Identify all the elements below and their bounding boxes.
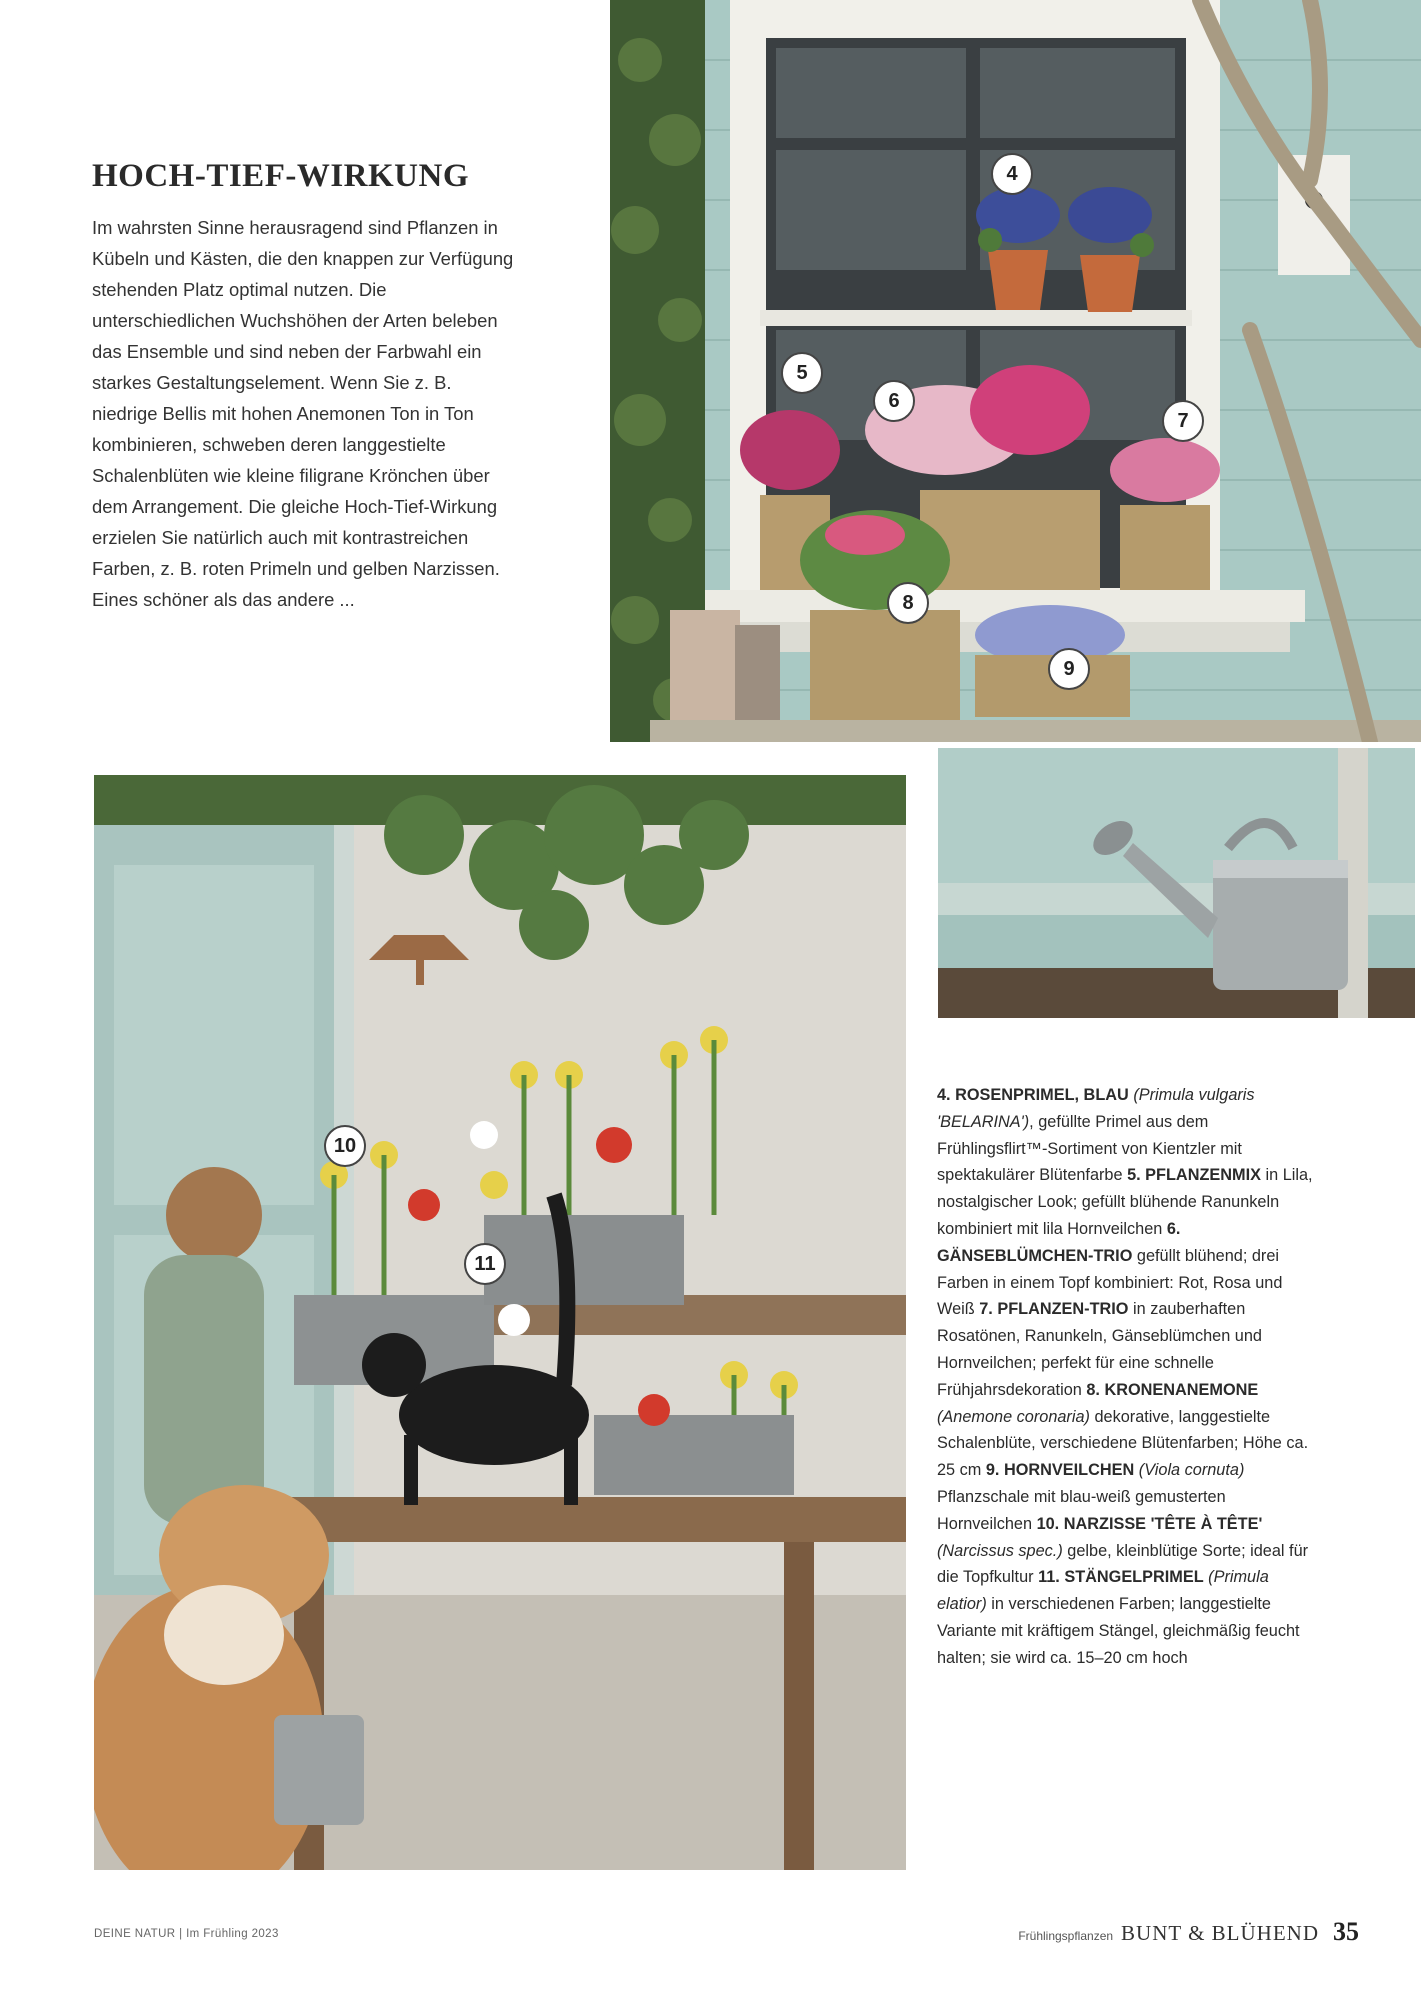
legend-5-title: 5. PFLANZENMIX (1127, 1166, 1261, 1185)
legend-9-latin: (Viola cornuta) (1138, 1461, 1245, 1480)
legend-4-text: , gefüllte Primel aus dem Frühlingsflirt™-Sortiment von Kientzler mit spektakulärer Blütenfarbe (937, 1112, 1242, 1185)
legend-10-latin: (Narcissus spec.) (937, 1541, 1063, 1560)
marker-6: 6 (873, 380, 915, 422)
legend-9-title: 9. HORNVEILCHEN (985, 1461, 1135, 1480)
footer-section (1018, 1917, 1359, 1947)
legend-6-text: gefüllt blühend; drei Farben in einem Topf kombiniert: Rot, Rosa und Weiß (937, 1246, 1283, 1319)
page-number: 35 (1333, 1917, 1359, 1946)
legend-7-text: in zauberhaften Rosatönen, Ranunkeln, Gänseblümchen und Hornveilchen; perfekt für eine schnelle Frühjahrsdekoration (937, 1300, 1262, 1399)
legend-7-title: 7. PFLANZEN-TRIO (979, 1300, 1129, 1319)
photo-window-flowers (610, 0, 1421, 742)
photo-table-arrangement (94, 775, 906, 1870)
legend-10-title: 10. NARZISSE 'TÊTE À TÊTE' (1036, 1514, 1263, 1533)
legend-8-text: dekorative, langgestielte Schalenblüte, verschiedene Blütenfarben; Höhe ca. 25 cm (937, 1407, 1309, 1480)
legend-9-text: Pflanzschale mit blau-weiß gemusterten Hornveilchen (937, 1487, 1226, 1533)
marker-8: 8 (887, 582, 929, 624)
marker-11: 11 (464, 1243, 506, 1285)
legend-5-text: in Lila, nostalgischer Look; gefüllt blühende Ranunkeln kombiniert mit lila Hornveilchen (937, 1166, 1313, 1238)
legend-4-title: 4. ROSENPRIMEL, BLAU (937, 1086, 1129, 1104)
legend-4-latin: (Primula vulgaris 'BELARINA') (937, 1086, 1255, 1131)
marker-7: 7 (1162, 400, 1204, 442)
legend-11-text: in verschiedenen Farben; langgestielte Variante mit kräftigem Stängel, gleichmäßig feucht halten; sie wird ca. 15–20 cm hoch (937, 1595, 1300, 1667)
photo-watering-can (938, 748, 1415, 1018)
marker-5: 5 (781, 352, 823, 394)
marker-9: 9 (1048, 648, 1090, 690)
legend-8-title: 8. KRONENANEMONE (1086, 1380, 1259, 1399)
article-heading: HOCH-TIEF-WIRKUNG (92, 158, 470, 194)
footer-section-title: BUNT & BLÜHEND (1121, 1921, 1319, 1945)
article-body: Im wahrsten Sinne herausragend sind Pflanzen in Kübeln und Kästen, die den knappen zur Verfügung stehenden Platz optimal nutzen. Die unterschiedlichen Wuchshöhen der Arten beleben das Ensemble und sind neben der Farbwahl ein starkes Gestaltungselement. Wenn Sie z. B. niedrige Bellis mit hohen Anemonen Ton in Ton kombinieren, schweben deren langgestielte Schalenblüten wie kleine filigrane Krönchen über dem Arrangement. Die gleiche Hoch-Tief-Wirkung erzielen Sie natürlich auch mit kontrastreichen Farben, z. B. roten Primeln und gelben Narzissen. Eines schöner als das andere ... (92, 217, 514, 610)
legend-10-text: gelbe, kleinblütige Sorte; ideal für die Topfkultur (937, 1541, 1309, 1587)
plant-legend (937, 1082, 1321, 1672)
marker-4: 4 (991, 153, 1033, 195)
marker-10: 10 (324, 1125, 366, 1167)
legend-11-title: 11. STÄNGELPRIMEL (1038, 1568, 1204, 1587)
footer-section-label: Frühlingspflanzen (1018, 1929, 1114, 1943)
legend-11-latin: (Primula elatior) (937, 1568, 1269, 1614)
legend-8-latin: (Anemone coronaria) (937, 1407, 1090, 1426)
legend-6-title: 6. GÄNSEBLÜMCHEN-TRIO (937, 1219, 1181, 1265)
footer-magazine-issue: DEINE NATUR | Im Frühling 2023 (94, 1928, 279, 1940)
